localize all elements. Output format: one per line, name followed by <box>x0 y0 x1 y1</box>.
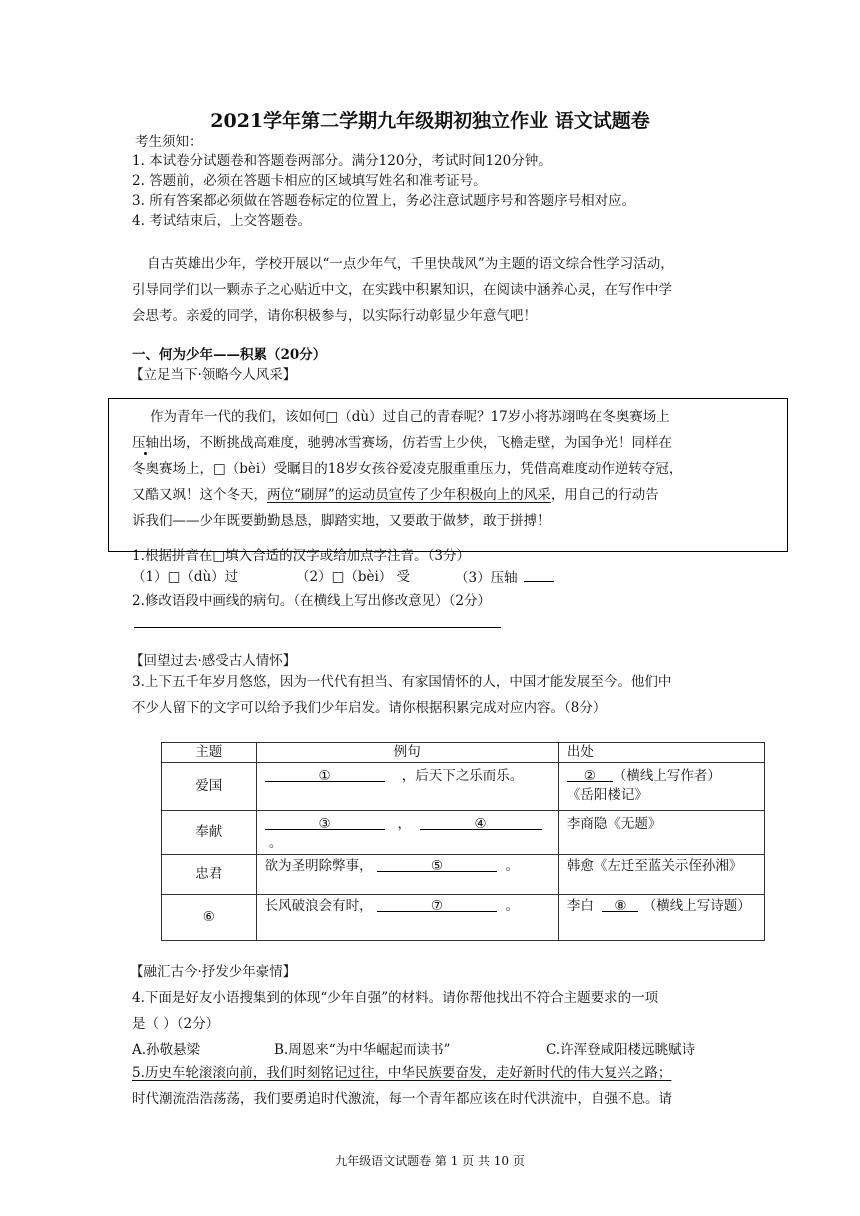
question-3-table <box>161 742 765 941</box>
source-text: （横线上写诗题） <box>642 898 751 914</box>
source-text: （横线上写作者） <box>612 768 721 784</box>
source-cell <box>558 895 764 941</box>
source-text: 《岳阳楼记》 <box>566 787 648 803</box>
option-a[interactable]: A.孙敬悬梁 <box>132 1042 201 1058</box>
theme-cell: 忠君 <box>162 855 257 895</box>
answer-blank[interactable]: ⑦ <box>377 897 497 912</box>
option-c[interactable]: C.许浑登咸阳楼远眺赋诗 <box>546 1042 696 1058</box>
example-text: 长风破浪会有时， <box>264 898 373 914</box>
q1-item <box>455 567 554 588</box>
example-text: ， <box>397 816 411 832</box>
notice-item: 2. 答题前，必须在答题卡相应的区域填写姓名和准考证号。 <box>132 173 487 189</box>
answer-blank[interactable]: ③ <box>265 815 385 830</box>
intro-line: 会思考。亲爱的同学，请你积极参与，以实际行动彰显少年意气吧！ <box>132 308 537 324</box>
table-row <box>162 855 765 895</box>
table-header: 例句 <box>256 743 558 763</box>
passage-line: 诉我们——少年既要勤勤恳恳，脚踏实地，又要敢于做梦，敢于拼搏！ <box>132 513 551 529</box>
answer-blank[interactable]: ⑤ <box>377 857 497 872</box>
section-heading: 一、何为少年——积累（20分） <box>132 347 327 363</box>
example-text: 。 <box>505 858 519 874</box>
answer-blank[interactable]: ① <box>265 767 385 782</box>
q1-item: （2）□（bèi） 受 <box>296 569 411 585</box>
q1-item: （1）□（dù）过 <box>132 569 239 585</box>
example-cell <box>256 811 558 855</box>
passage-text: ，用自己的行动告 <box>550 487 659 503</box>
answer-blank[interactable]: ⑧ <box>602 897 638 912</box>
page-footer: 九年级语文试题卷 第 1 页 共 10 页 <box>335 1154 525 1168</box>
notice-item: 4. 考试结束后，上交答题卷。 <box>132 213 312 229</box>
example-cell <box>256 855 558 895</box>
theme-cell: 奉献 <box>162 811 257 855</box>
notice-item: 1. 本试卷分试题卷和答题卷两部分。满分120分，考试时间120分钟。 <box>132 153 552 169</box>
question-4-line: 4.下面是好友小语搜集到的体现“少年自强”的材料。请你帮他找出不符合主题要求的一项 <box>132 990 659 1006</box>
notice-heading: 考生须知： <box>135 134 203 150</box>
table-header: 主题 <box>162 743 257 763</box>
answer-blank[interactable]: ② <box>567 767 613 782</box>
page-title: 2021学年第二学期九年级期初独立作业 语文试题卷 <box>210 110 650 132</box>
underlined-sentence: 两位“刷屏”的运动员宣传了少年积极向上的风采 <box>267 487 551 503</box>
passage-line <box>132 430 672 456</box>
question-5-line: 时代潮流浩浩荡荡，我们要勇追时代激流，每一个青年都应该在时代洪流中，自强不息。请 <box>132 1091 672 1107</box>
example-text: 欲为圣明除弊事， <box>264 858 373 874</box>
table-header-row <box>162 743 765 763</box>
source-cell <box>558 763 764 811</box>
subsection-heading: 【融汇古今·抒发少年豪情】 <box>130 964 297 980</box>
answer-blank[interactable]: ④ <box>420 815 542 830</box>
answer-line[interactable] <box>134 627 501 628</box>
question-2: 2.修改语段中画线的病句。（在横线上写出修改意见）（2分） <box>132 593 491 609</box>
subsection-heading: 【立足当下·领略今人风采】 <box>130 367 297 383</box>
example-text: 。 <box>268 835 283 851</box>
question-4-line: 是（ ）（2分） <box>132 1016 220 1032</box>
answer-blank[interactable] <box>524 567 554 582</box>
example-text: 。 <box>505 898 519 914</box>
table-row <box>162 763 765 811</box>
source-text: 李白 <box>566 898 599 914</box>
example-text: ，后天下之乐而乐。 <box>401 768 524 784</box>
intro-line: 引导同学们以一颗赤子之心贴近中文，在实践中积累知识，在阅读中涵养心灵，在写作中学 <box>132 282 672 298</box>
q1-item-text: （3）压轴 <box>455 570 518 586</box>
question-3-line: 不少人留下的文字可以给予我们少年启发。请你根据积累完成对应内容。（8分） <box>132 700 607 716</box>
passage-line: 冬奥赛场上，□（bèi）受瞩目的18岁女孩谷爱凌克服重重压力，凭借高难度动作逆转夺冠， <box>132 461 683 477</box>
table-row <box>162 895 765 941</box>
source-cell: 韩愈《左迁至蓝关示侄孙湘》 <box>558 855 764 895</box>
passage-text: 又酷又飒！这个冬天， <box>132 487 267 503</box>
example-cell <box>256 895 558 941</box>
table-row <box>162 811 765 855</box>
question-3-line: 3.上下五千年岁月悠悠，因为一代代有担当、有家国情怀的人，中国才能发展至今。他们中 <box>132 674 672 690</box>
option-b[interactable]: B.周恩来“为中华崛起而读书” <box>274 1042 451 1058</box>
source-cell: 李商隐《无题》 <box>558 811 764 855</box>
passage-text: 出场，不断挑战高难度，驰骋冰雪赛场，仿若雪上少侠，飞檐走壁，为国争光！同样在 <box>159 435 672 451</box>
passage-line: 作为青年一代的我们，该如何□（dù）过自己的青春呢？17岁小将苏翊鸣在冬奥赛场上 <box>150 409 670 425</box>
dotted-word: 压轴 <box>132 435 159 451</box>
example-cell <box>256 763 558 811</box>
question-1: 1.根据拼音在□填入合适的汉字或给加点字注音。（3分） <box>132 548 470 564</box>
subsection-heading: 【回望过去·感受古人情怀】 <box>130 653 297 669</box>
notice-item: 3. 所有答案都必须做在答题卷标定的位置上，务必注意试题序号和答题序号相对应。 <box>132 193 636 209</box>
passage-line <box>132 482 659 508</box>
theme-cell: ⑥ <box>162 895 257 941</box>
intro-line: 自古英雄出少年，学校开展以“一点少年气，千里快哉风”为主题的语文综合性学习活动， <box>147 256 674 272</box>
question-5-line: 5.历史车轮滚滚向前，我们时刻铭记过往，中华民族要奋发，走好新时代的伟大复兴之路； <box>132 1065 672 1081</box>
theme-cell: 爱国 <box>162 763 257 811</box>
table-header: 出处 <box>558 743 764 763</box>
